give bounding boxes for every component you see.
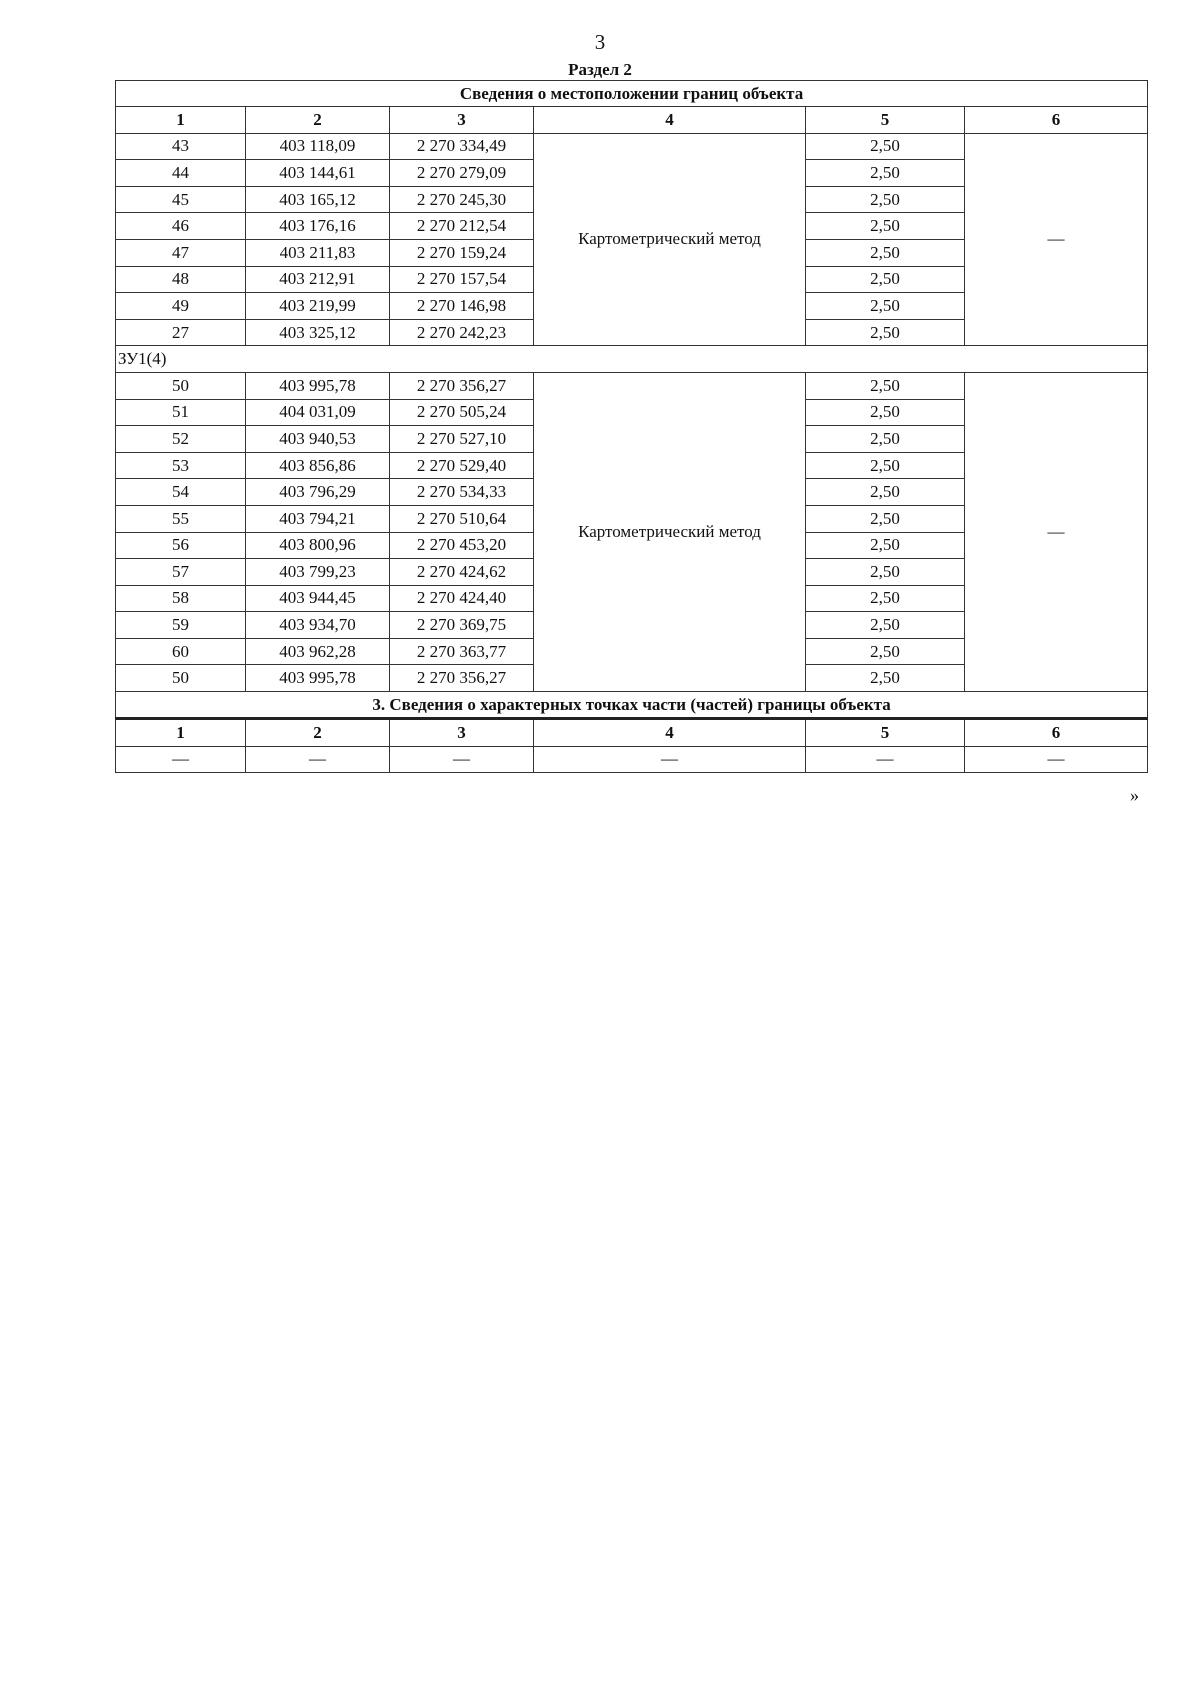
- accuracy-value: 2,50: [806, 426, 965, 453]
- point-number: 53: [116, 452, 246, 479]
- accuracy-value: 2,50: [806, 665, 965, 692]
- point-number: 56: [116, 532, 246, 559]
- accuracy-value: 2,50: [806, 293, 965, 320]
- coordinate-y: 2 270 245,30: [390, 186, 534, 213]
- column-number: 6: [965, 719, 1148, 747]
- coordinate-x: 403 800,96: [246, 532, 390, 559]
- column-number: 3: [390, 107, 534, 134]
- section3-empty-row: [116, 746, 1148, 773]
- point-number: 46: [116, 213, 246, 240]
- point-number: 43: [116, 133, 246, 160]
- point-number: 45: [116, 186, 246, 213]
- point-number: 50: [116, 372, 246, 399]
- section3-column-number-row: [116, 719, 1148, 747]
- column-number: 5: [806, 719, 965, 747]
- coordinate-y: 2 270 146,98: [390, 293, 534, 320]
- point-number: 27: [116, 319, 246, 346]
- coordinate-y: 2 270 242,23: [390, 319, 534, 346]
- column-number: 2: [246, 719, 390, 747]
- coordinate-y: 2 270 159,24: [390, 239, 534, 266]
- column-number: 1: [116, 107, 246, 134]
- coordinate-x: 403 995,78: [246, 665, 390, 692]
- coordinate-y: 2 270 527,10: [390, 426, 534, 453]
- empty-cell: —: [116, 746, 246, 773]
- coordinate-x: 403 796,29: [246, 479, 390, 506]
- coordinate-y: 2 270 334,49: [390, 133, 534, 160]
- coordinate-y: 2 270 529,40: [390, 452, 534, 479]
- coordinate-y: 2 270 424,62: [390, 559, 534, 586]
- coordinate-x: 403 176,16: [246, 213, 390, 240]
- coordinate-x: 403 995,78: [246, 372, 390, 399]
- method-cell: Картометрический метод: [534, 133, 806, 346]
- point-number: 57: [116, 559, 246, 586]
- column-number: 3: [390, 719, 534, 747]
- group-label: ЗУ1(4): [116, 346, 1148, 373]
- coordinate-x: 403 856,86: [246, 452, 390, 479]
- section-title: Раздел 2: [568, 60, 632, 79]
- coordinate-x: 403 940,53: [246, 426, 390, 453]
- accuracy-value: 2,50: [806, 399, 965, 426]
- section3-title: 3. Сведения о характерных точках части (частей) границы объекта: [116, 692, 1148, 719]
- accuracy-value: 2,50: [806, 452, 965, 479]
- column-number: 5: [806, 107, 965, 134]
- accuracy-value: 2,50: [806, 319, 965, 346]
- accuracy-value: 2,50: [806, 479, 965, 506]
- column-number: 2: [246, 107, 390, 134]
- coordinate-x: 403 118,09: [246, 133, 390, 160]
- table-title-row: [116, 81, 1148, 107]
- point-number: 51: [116, 399, 246, 426]
- coordinate-x: 403 219,99: [246, 293, 390, 320]
- table-title: Сведения о местоположении границ объекта: [116, 81, 1148, 107]
- coordinate-y: 2 270 356,27: [390, 372, 534, 399]
- coordinate-y: 2 270 157,54: [390, 266, 534, 293]
- closing-quote: »: [1130, 785, 1139, 805]
- accuracy-value: 2,50: [806, 612, 965, 639]
- coordinate-y: 2 270 453,20: [390, 532, 534, 559]
- coordinate-x: 403 934,70: [246, 612, 390, 639]
- coordinate-x: 403 794,21: [246, 505, 390, 532]
- coordinate-y: 2 270 279,09: [390, 160, 534, 187]
- point-number: 52: [116, 426, 246, 453]
- empty-cell: —: [534, 746, 806, 773]
- coordinate-x: 403 944,45: [246, 585, 390, 612]
- boundary-table: [115, 80, 1148, 773]
- accuracy-value: 2,50: [806, 505, 965, 532]
- column-number-row: [116, 107, 1148, 134]
- point-number: 48: [116, 266, 246, 293]
- point-number: 44: [116, 160, 246, 187]
- coordinate-x: 403 325,12: [246, 319, 390, 346]
- point-number: 54: [116, 479, 246, 506]
- point-number: 49: [116, 293, 246, 320]
- accuracy-value: 2,50: [806, 638, 965, 665]
- coordinate-y: 2 270 505,24: [390, 399, 534, 426]
- coordinate-x: 404 031,09: [246, 399, 390, 426]
- coordinate-x: 403 799,23: [246, 559, 390, 586]
- coordinate-x: 403 144,61: [246, 160, 390, 187]
- description-cell: —: [965, 372, 1148, 691]
- empty-cell: —: [965, 746, 1148, 773]
- accuracy-value: 2,50: [806, 213, 965, 240]
- column-number: 1: [116, 719, 246, 747]
- coordinate-y: 2 270 212,54: [390, 213, 534, 240]
- coordinate-y: 2 270 510,64: [390, 505, 534, 532]
- point-number: 50: [116, 665, 246, 692]
- column-number: 6: [965, 107, 1148, 134]
- empty-cell: —: [390, 746, 534, 773]
- coordinate-y: 2 270 424,40: [390, 585, 534, 612]
- empty-cell: —: [806, 746, 965, 773]
- coordinate-y: 2 270 356,27: [390, 665, 534, 692]
- accuracy-value: 2,50: [806, 372, 965, 399]
- point-number: 59: [116, 612, 246, 639]
- accuracy-value: 2,50: [806, 266, 965, 293]
- accuracy-value: 2,50: [806, 160, 965, 187]
- coordinate-y: 2 270 534,33: [390, 479, 534, 506]
- accuracy-value: 2,50: [806, 186, 965, 213]
- point-number: 47: [116, 239, 246, 266]
- coordinate-y: 2 270 363,77: [390, 638, 534, 665]
- accuracy-value: 2,50: [806, 532, 965, 559]
- point-number: 60: [116, 638, 246, 665]
- method-cell: Картометрический метод: [534, 372, 806, 691]
- coordinate-x: 403 211,83: [246, 239, 390, 266]
- coordinate-x: 403 212,91: [246, 266, 390, 293]
- table-row: [116, 372, 1148, 399]
- accuracy-value: 2,50: [806, 559, 965, 586]
- accuracy-value: 2,50: [806, 133, 965, 160]
- point-number: 55: [116, 505, 246, 532]
- coordinate-x: 403 165,12: [246, 186, 390, 213]
- page-number: 3: [594, 30, 606, 54]
- description-cell: —: [965, 133, 1148, 346]
- empty-cell: —: [246, 746, 390, 773]
- coordinate-y: 2 270 369,75: [390, 612, 534, 639]
- column-number: 4: [534, 719, 806, 747]
- table-row: [116, 133, 1148, 160]
- coordinate-x: 403 962,28: [246, 638, 390, 665]
- accuracy-value: 2,50: [806, 585, 965, 612]
- group-label-row: [116, 346, 1148, 373]
- column-number: 4: [534, 107, 806, 134]
- section3-title-row: [116, 692, 1148, 719]
- point-number: 58: [116, 585, 246, 612]
- accuracy-value: 2,50: [806, 239, 965, 266]
